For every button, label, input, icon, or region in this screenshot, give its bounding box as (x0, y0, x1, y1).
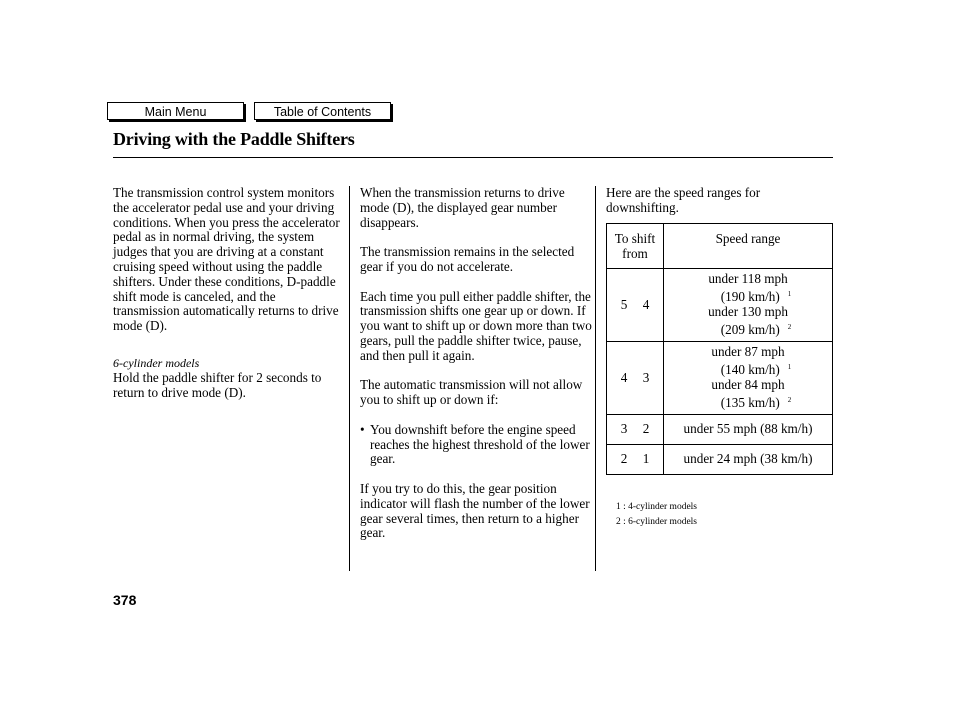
list-item (360, 423, 592, 467)
footnote-ref: 1 (787, 290, 792, 299)
gear-shift (607, 422, 663, 437)
paragraph: If you try to do this, the gear position indicator will flash the number of the lower gear several times, then return to a higher gear. (360, 480, 590, 541)
gear-shift (607, 298, 663, 313)
gear-from: 2 (620, 451, 628, 467)
title-rule (113, 157, 833, 158)
speed-range-cell (664, 342, 833, 415)
gear-to: 1 (642, 451, 650, 467)
gear-from: 4 (620, 369, 628, 385)
speed-line: (190 km/h) $^1$ (720, 289, 792, 305)
model-label: 6-cylinder models (113, 355, 200, 370)
paragraph: The automatic transmission will not allow you to shift up or down if: (360, 377, 583, 408)
footnotes (616, 500, 697, 530)
header-speed-range: Speed range (664, 224, 833, 269)
column-divider (595, 186, 596, 571)
footnote-ref: 1 (787, 363, 792, 372)
speed-line: (140 km/h) $^1$ (720, 362, 792, 378)
column-middle (360, 186, 592, 541)
gear-from: 5 (620, 296, 628, 312)
table-row (607, 269, 833, 342)
speed-range-cell: under 24 mph (38 km/h) (664, 445, 833, 475)
gear-from: 3 (620, 421, 628, 437)
column-divider (349, 186, 350, 571)
table-row (607, 445, 833, 475)
speed-line: under 118 mph (708, 271, 788, 287)
gear-to: 4 (642, 296, 650, 312)
table-row (607, 342, 833, 415)
column-right (606, 186, 834, 216)
gear-shift (607, 452, 663, 467)
paragraph: The transmission remains in the selected gear if you do not accelerate. (360, 244, 575, 274)
paragraph: Each time you pull either paddle shifter, the transmission shifts one gear up or down. If you want to shift up or down more than two gears, pull the paddle shifter twice, pause, and then pull it again. (360, 288, 592, 363)
paragraph: Here are the speed ranges for downshifting. (606, 185, 761, 215)
speed-line: under 130 mph (708, 304, 788, 319)
table-of-contents-button[interactable]: Table of Contents (254, 102, 391, 120)
main-menu-button[interactable]: Main Menu (107, 102, 244, 120)
speed-line: (135 km/h) $^2$ (720, 394, 792, 410)
paragraph: The transmission control system monitors the accelerator pedal use and your driving conditions. When you press the accelerator pedal as in normal driving, the system judges that you are driving at a constant cruising speed without using the paddle shifters. Under these conditions, D-paddle shift mode is canceled, and the transmission automatically returns to drive mode (D). (113, 185, 340, 334)
speed-line: (209 km/h) $^2$ (720, 321, 792, 337)
speed-line: under 84 mph (711, 377, 785, 392)
footnote: 2 : 6-cylinder models (616, 517, 697, 527)
table-header-row (607, 224, 833, 269)
table-row (607, 415, 833, 445)
column-left (113, 186, 341, 400)
footnote: 1 : 4-cylinder models (616, 502, 697, 512)
speed-line: under 87 mph (711, 344, 785, 360)
list-item-text: You downshift before the engine speed reaches the highest threshold of the lower gear. (370, 421, 590, 467)
speed-range-cell (664, 269, 833, 342)
paragraph: Hold the paddle shifter for 2 seconds to return to drive mode (D). (113, 369, 322, 400)
header-shift-from: To shift from (607, 224, 664, 269)
footnote-ref: 2 (787, 395, 792, 404)
page-number: 378 (113, 592, 137, 608)
page-title: Driving with the Paddle Shifters (113, 129, 355, 149)
gear-to: 2 (642, 421, 650, 437)
speed-range-cell: under 55 mph (88 km/h) (664, 415, 833, 445)
paragraph: When the transmission returns to drive mode (D), the displayed gear number disappears. (360, 185, 565, 230)
gear-shift (607, 371, 663, 386)
footnote-ref: 2 (787, 322, 792, 331)
speed-range-table (606, 223, 833, 475)
gear-to: 3 (642, 369, 650, 385)
bullet-icon: • (360, 421, 365, 437)
